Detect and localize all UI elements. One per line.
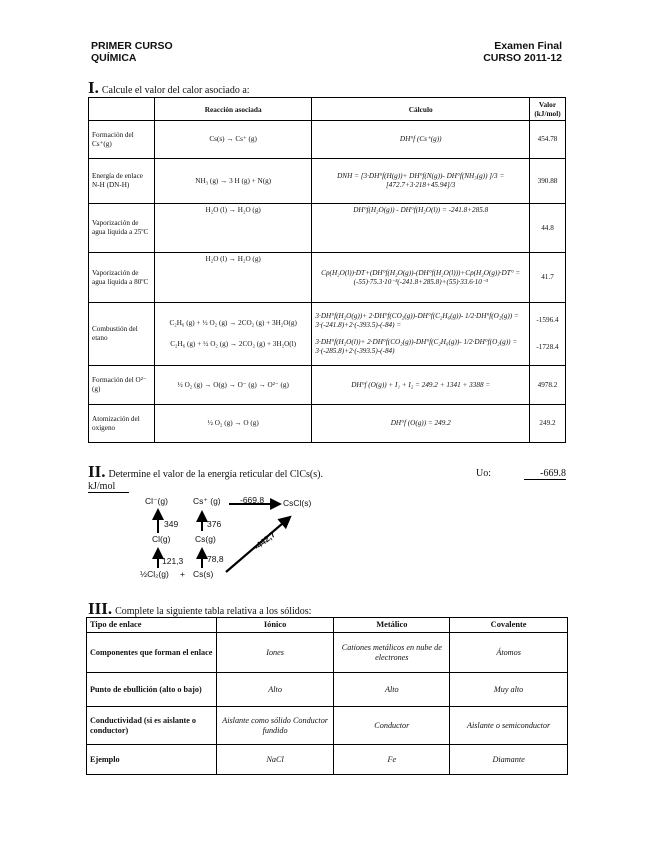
table-row [87, 707, 568, 745]
row-label: Ejemplo [87, 745, 217, 775]
reaction-cell: H₂O (l) → H₂O (g) [154, 253, 312, 303]
ionization-energy-label: 376 [207, 519, 222, 529]
value-cell: 4978.2 [529, 366, 565, 405]
value-cell: 41.7 [529, 253, 565, 303]
col-calc: Cálculo [312, 98, 530, 121]
cl-minus-label: Cl⁻(g) [145, 496, 168, 506]
covalent-cell: Muy alto [450, 673, 568, 707]
year-label: CURSO 2011-12 [483, 52, 562, 64]
row-label: Componentes que forman el enlace [87, 633, 217, 673]
calc-cell: DH°f (O(g)) = 249.2 [312, 405, 530, 443]
reaction-a: C₂H₆ (g) + ½ O₂ (g) → 2CO₂ (g) + 3H₂O(g) [169, 319, 297, 327]
section-3-title: Complete la siguiente tabla relativa a los sólidos: [115, 606, 312, 617]
row-label: Punto de ebullición (alto o bajo) [87, 673, 217, 707]
row-label: Combustión del etano [89, 303, 155, 366]
col-bond-type: Tipo de enlace [87, 618, 217, 633]
row-label: Energía de enlace N-H (DN-H) [89, 159, 155, 204]
calc-cell: DH°f (O(g)) + I₁ + I₂ = 249.2 + 1341 + 3388 = [312, 366, 530, 405]
ionic-cell: NaCl [216, 745, 334, 775]
cs-g-label: Cs(g) [195, 534, 216, 544]
value-cell: 249.2 [529, 405, 565, 443]
section-2-title: Determine el valor de la energía reticular del ClCs(s). [108, 469, 323, 480]
row-label: Formación del Cs⁺(g) [89, 121, 155, 159]
reaction-cell: Cs(s) → Cs⁺ (g) [154, 121, 312, 159]
calc-a: 3·DH°f(H₂O(g))+ 2·DH°f(CO₂(g))-DH°f(C₂H₆(g))- 1/2·DH°f(O₂(g)) = 3·(-241.8)+2·(-393.5)-(-84) = [315, 312, 519, 329]
electron-affinity-label: 349 [164, 519, 179, 529]
lattice-energy-label: -669,8 [240, 495, 265, 505]
covalent-cell: Diamante [450, 745, 568, 775]
ionic-cell: Alto [216, 673, 334, 707]
value-cell: 390.88 [529, 159, 565, 204]
row-label: Vaporización de agua líquida a 80ºC [89, 253, 155, 303]
metallic-cell: Alto [334, 673, 450, 707]
table-row [87, 745, 568, 775]
uo-label: Uo: [476, 468, 491, 479]
col-metallic: Metálico [334, 618, 450, 633]
reaction-cell: NH₃ (g) → 3 H (g) + N(g) [154, 159, 312, 204]
metallic-cell: Conductor [334, 707, 450, 745]
reaction-b: C₂H₆ (g) + ½ O₂ (g) → 2CO₂ (g) + 3H₂O(l) [170, 340, 297, 348]
row-label: Vaporización de agua líquida a 25ºC [89, 204, 155, 253]
cs-s-label: Cs(s) [193, 569, 214, 579]
dissociation-energy-label: 121,3 [162, 556, 184, 566]
reaction-cell: H₂O (l) → H₂O (g) [154, 204, 312, 253]
covalent-cell: Átomos [450, 633, 568, 673]
row-label: Formación del O²⁻ (g) [89, 366, 155, 405]
reaction-cell: ½ O₂ (g) → O(g) → O⁻ (g) → O²⁻ (g) [154, 366, 312, 405]
value-cell: 44.8 [529, 204, 565, 253]
section-3-numeral: III. [88, 599, 113, 618]
reaction-cell: ½ O₂ (g) → O (g) [154, 405, 312, 443]
calc-cell: DH°f (Cs⁺(g)) [312, 121, 530, 159]
ionic-cell: Iones [216, 633, 334, 673]
table-row [87, 673, 568, 707]
calc-cell: DH°f(H₂O(g)) - DH°f(H₂O(l)) = -241.8+285.8 [312, 204, 530, 253]
ionic-cell: Aislante como sólido Conductor fundido [216, 707, 334, 745]
value-a: -1596.4 [536, 316, 559, 324]
cscl-label: CsCl(s) [283, 498, 312, 508]
subject-label: QUÍMICA [91, 52, 137, 64]
half-cl2-label: ½Cl₂(g) [140, 569, 169, 579]
solids-table [86, 617, 568, 775]
table-row [87, 633, 568, 673]
section-1-numeral: I. [88, 78, 99, 97]
col-value: Valor (kJ/mol) [529, 98, 565, 121]
cl-g-label: Cl(g) [152, 534, 171, 544]
calc-cell: DNH = [3·DH°f(H(g))+ DH°f(N(g))- DH°f(NH₃(g)) ]/3 = [472.7+3·218+45.94]/3 [312, 159, 530, 204]
value-b: -1728.4 [536, 343, 559, 351]
metallic-cell: Fe [334, 745, 450, 775]
calc-b: 3·DH°f(H₂O(l))+ 2·DH°f(CO₂(g))-DH°f(C₂H₆(g))- 1/2·DH°f(O₂(g)) = 3·(-285.8)+2·(-393.5)-(-84) [315, 338, 518, 355]
row-label: Atomización del oxígeno [89, 405, 155, 443]
row-label: Conductividad (si es aislante o conductor) [87, 707, 217, 745]
col-ionic: Iónico [216, 618, 334, 633]
section-3-heading [88, 599, 311, 619]
metallic-cell: Cationes metálicos en nube de electrones [334, 633, 450, 673]
section-2-numeral: II. [88, 462, 106, 481]
calc-cell: Cp(H₂O(l))·DT+(DH°f(H₂O(g))-(DH°f(H₂O(l)))+Cp(H₂O(g))·DT° = (-55)·75.3·10⁻³(-241.8+285.8)+(55)·33.6·10⁻³ [312, 253, 530, 303]
cs-plus-label: Cs⁺ (g) [193, 496, 221, 506]
course-label: PRIMER CURSO [91, 40, 173, 52]
covalent-cell: Aislante o semiconductor [450, 707, 568, 745]
solids-table-header [87, 618, 568, 633]
sublimation-energy-label: 78,8 [207, 554, 224, 564]
exam-label: Examen Final [494, 40, 562, 52]
unit-label: kJ/mol [88, 481, 129, 493]
arrow-formation [226, 517, 290, 572]
uo-value: -669.8 [524, 468, 566, 480]
col-covalent: Covalente [450, 618, 568, 633]
col-reaction: Reacción asociada [154, 98, 312, 121]
section-1-title: Calcule el valor del calor asociado a: [101, 85, 250, 96]
value-cell: 454.78 [529, 121, 565, 159]
formation-energy-label: -442,7 [252, 529, 278, 552]
plus-sign: + [180, 569, 185, 579]
